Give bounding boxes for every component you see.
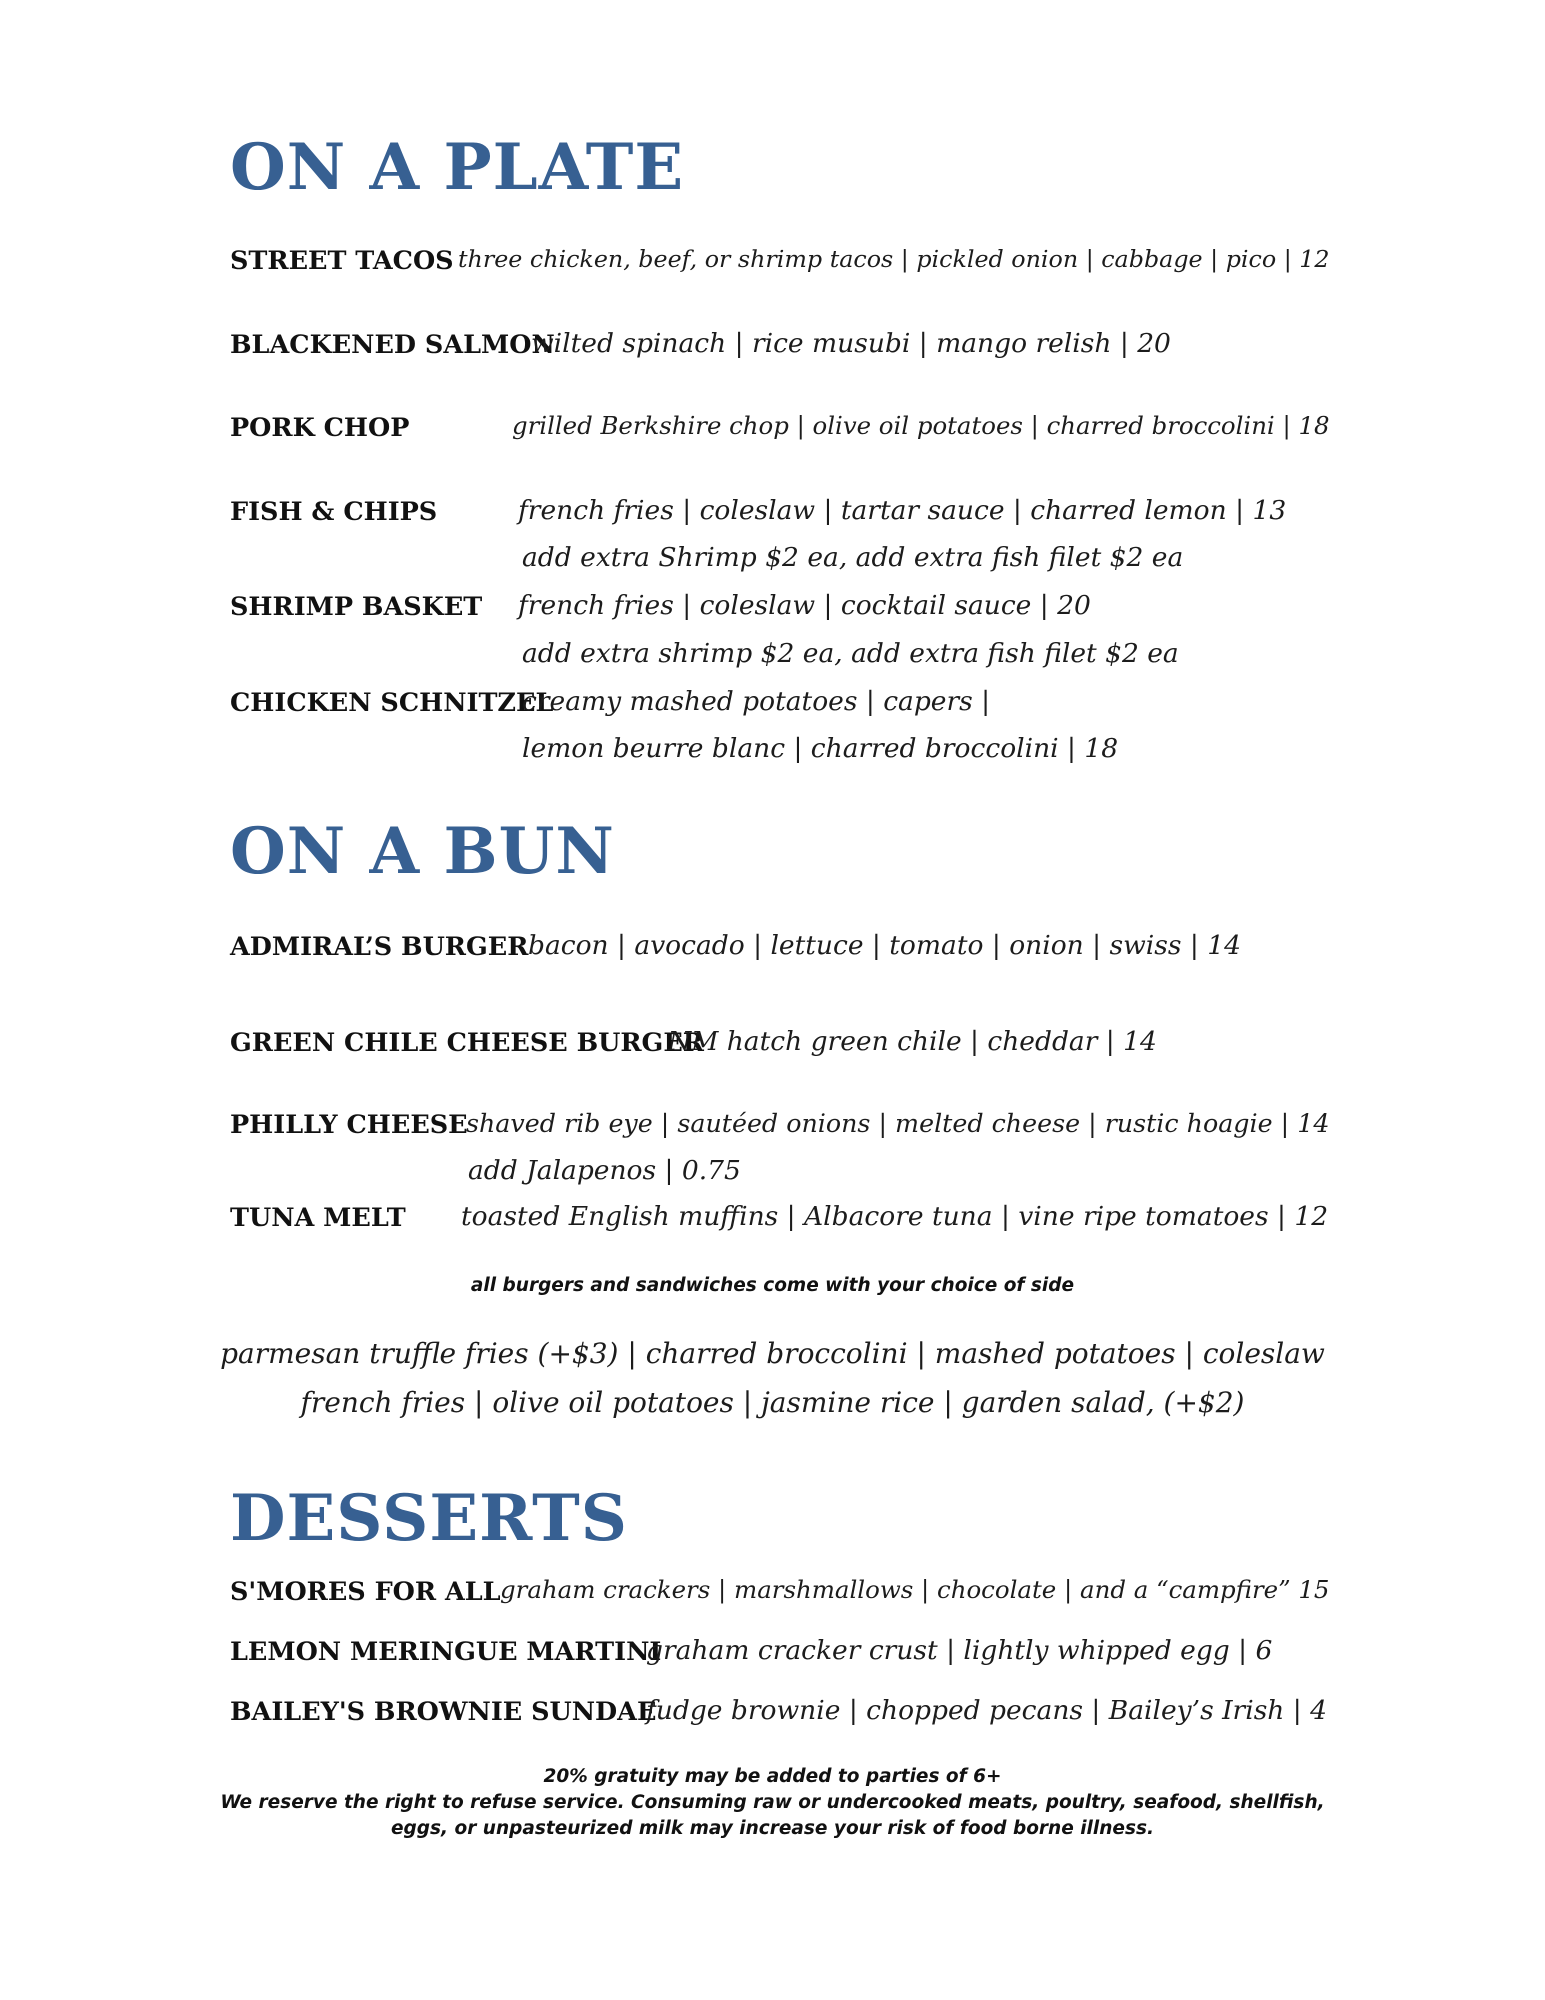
item-name: TUNA MELT bbox=[230, 1203, 406, 1233]
item-description: graham crackers | marshmallows | chocolate | and a “campfire” 15 bbox=[500, 1575, 1330, 1604]
item-name: FISH & CHIPS bbox=[230, 497, 438, 527]
item-name: SHRIMP BASKET bbox=[230, 592, 483, 622]
item-name: PORK CHOP bbox=[230, 413, 410, 443]
section-title-desserts: DESSERTS bbox=[230, 1481, 628, 1556]
section-title-on-a-plate: ON A PLATE bbox=[230, 130, 685, 205]
item-extra-note: add Jalapenos | 0.75 bbox=[468, 1155, 741, 1186]
item-extra-note: add extra shrimp $2 ea, add extra fish filet $2 ea bbox=[522, 638, 1179, 669]
section-title-on-a-bun: ON A BUN bbox=[230, 814, 615, 889]
item-description: NM hatch green chile | cheddar | 14 bbox=[668, 1026, 1157, 1057]
item-name: BLACKENED SALMON bbox=[230, 330, 555, 360]
item-name: ADMIRAL’S BURGER bbox=[230, 932, 529, 962]
item-name: BAILEY'S BROWNIE SUNDAE bbox=[230, 1697, 657, 1727]
item-name: CHICKEN SCHNITZEL bbox=[230, 688, 554, 718]
item-description: french fries | coleslaw | cocktail sauce | 20 bbox=[518, 590, 1091, 621]
item-description-continued: lemon beurre blanc | charred broccolini | 18 bbox=[522, 733, 1119, 764]
item-description: fudge brownie | chopped pecans | Bailey’s Irish | 4 bbox=[646, 1695, 1328, 1726]
item-description: french fries | coleslaw | tartar sauce | charred lemon | 13 bbox=[518, 495, 1287, 526]
item-extra-note: add extra Shrimp $2 ea, add extra fish filet $2 ea bbox=[522, 542, 1184, 573]
item-name: GREEN CHILE CHEESE BURGER bbox=[230, 1028, 704, 1058]
item-description: three chicken, beef, or shrimp tacos | pickled onion | cabbage | pico | 12 bbox=[458, 245, 1330, 273]
sides-list-line-2: french fries | olive oil potatoes | jasmine rice | garden salad, (+$2) bbox=[300, 1386, 1245, 1419]
item-name: PHILLY CHEESE bbox=[230, 1110, 468, 1140]
item-description: shaved rib eye | sautéed onions | melted cheese | rustic hoagie | 14 bbox=[466, 1108, 1330, 1138]
item-description: toasted English muffins | Albacore tuna | vine ripe tomatoes | 12 bbox=[461, 1201, 1329, 1232]
item-description: grilled Berkshire chop | olive oil potatoes | charred broccolini | 18 bbox=[512, 411, 1330, 440]
food-safety-warning-line-1: We reserve the right to refuse service. Consuming raw or undercooked meats, poultry, seafood, shellfish, bbox=[220, 1792, 1325, 1813]
item-description: bacon | avocado | lettuce | tomato | onion | swiss | 14 bbox=[528, 930, 1241, 961]
item-description: creamy mashed potatoes | capers | bbox=[522, 686, 991, 717]
food-safety-warning-line-2: eggs, or unpasteurized milk may increase your risk of food borne illness. bbox=[390, 1818, 1155, 1839]
item-description: graham cracker crust | lightly whipped egg | 6 bbox=[646, 1635, 1273, 1666]
item-name: LEMON MERINGUE MARTINI bbox=[230, 1637, 662, 1667]
sides-list-line-1: parmesan truffle fries (+$3) | charred broccolini | mashed potatoes | coleslaw bbox=[220, 1337, 1325, 1370]
gratuity-note: 20% gratuity may be added to parties of 6+ bbox=[543, 1766, 1002, 1787]
item-name: S'MORES FOR ALL bbox=[230, 1577, 501, 1607]
sides-note: all burgers and sandwiches come with your choice of side bbox=[470, 1275, 1075, 1296]
item-description: wilted spinach | rice musubi | mango relish | 20 bbox=[531, 328, 1171, 359]
item-name: STREET TACOS bbox=[230, 246, 454, 276]
